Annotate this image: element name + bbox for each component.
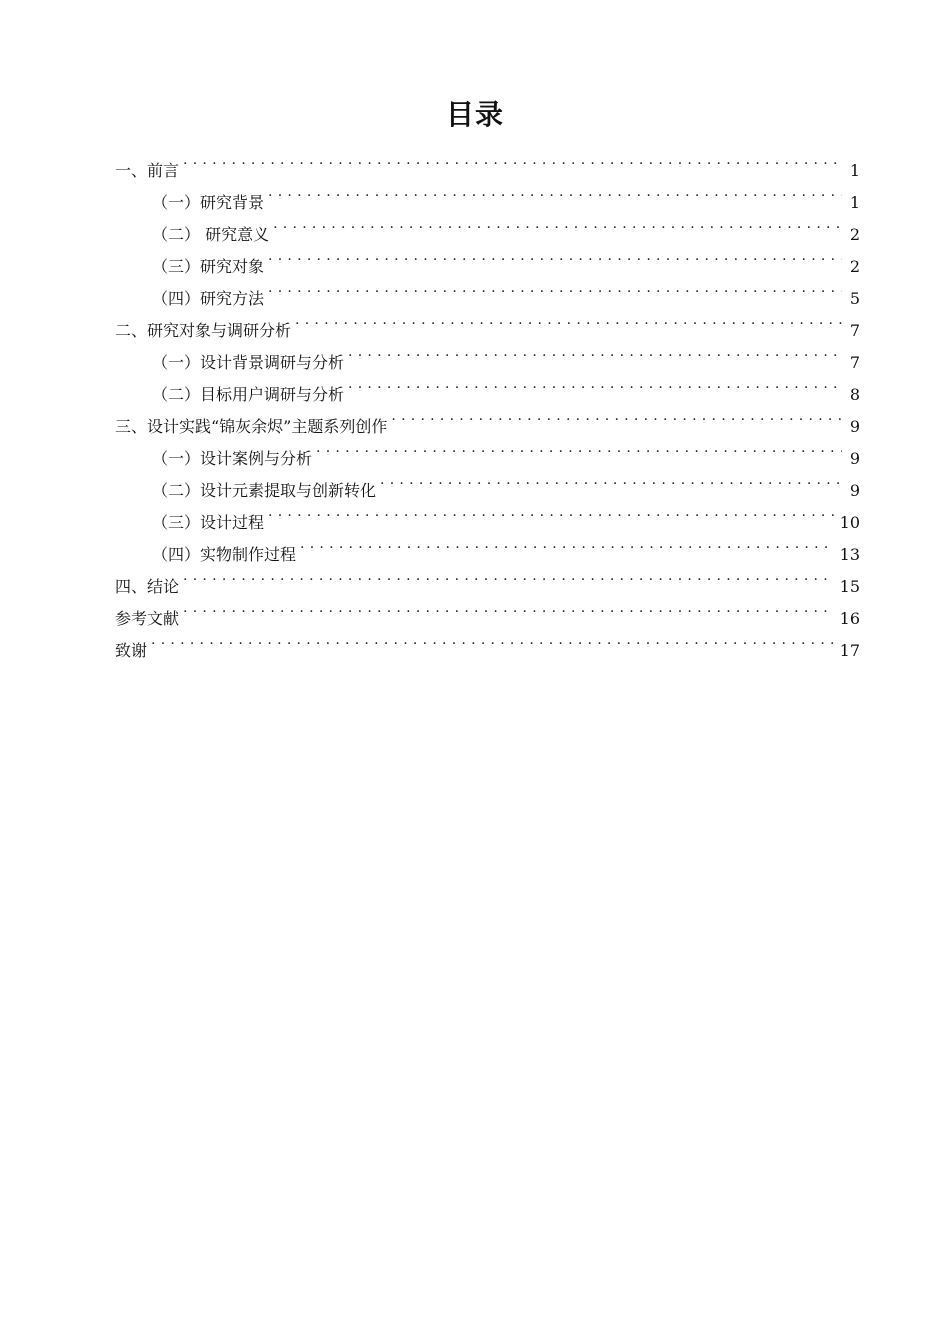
- toc-entry-page-number: 7: [849, 353, 860, 372]
- toc-entry-label: 三、设计实践“锦灰余烬”主题系列创作: [115, 417, 388, 436]
- toc-entry-label: （二）设计元素提取与创新转化: [152, 481, 377, 500]
- toc-entry[interactable]: [115, 176, 860, 212]
- toc-dot-leader: [300, 528, 834, 560]
- toc-entry-page-number: 2: [849, 225, 860, 244]
- toc-dot-leader: [268, 240, 842, 272]
- toc-dot-leader: [380, 464, 842, 496]
- toc-entry-label: 参考文献: [115, 609, 180, 628]
- toc-dot-leader: [391, 400, 842, 432]
- toc-dot-leader: [295, 304, 842, 336]
- toc-list: [115, 144, 860, 660]
- toc-entry-label: （一）设计案例与分析: [152, 449, 313, 468]
- toc-dot-leader: [268, 176, 842, 208]
- toc-entry-page-number: 1: [849, 161, 860, 180]
- toc-entry-page-number: 9: [849, 481, 860, 500]
- toc-entry-label: （三）设计过程: [152, 513, 265, 532]
- toc-entry-label: （二） 研究意义: [152, 225, 270, 244]
- toc-dot-leader: [316, 432, 842, 464]
- toc-entry-label: （四）实物制作过程: [152, 545, 297, 564]
- toc-entry-label: （四）研究方法: [152, 289, 265, 308]
- toc-entry-label: 致谢: [115, 641, 148, 660]
- toc-dot-leader: [183, 560, 834, 592]
- toc-entry-label: 一、前言: [115, 161, 180, 180]
- toc-dot-leader: [273, 208, 842, 240]
- toc-entry-page-number: 10: [839, 513, 860, 532]
- toc-entry-page-number: 9: [849, 417, 860, 436]
- toc-dot-leader: [348, 336, 842, 368]
- toc-entry-page-number: 17: [839, 641, 860, 660]
- toc-entry-label: （一）设计背景调研与分析: [152, 353, 345, 372]
- toc-entry-page-number: 5: [849, 289, 860, 308]
- toc-dot-leader: [151, 624, 834, 656]
- toc-entry-page-number: 7: [849, 321, 860, 340]
- toc-entry-page-number: 8: [849, 385, 860, 404]
- toc-entry[interactable]: [115, 144, 860, 180]
- toc-title: 目录: [445, 98, 504, 131]
- toc-entry-page-number: 2: [849, 257, 860, 276]
- toc-dot-leader: [183, 144, 842, 176]
- toc-entry-page-number: 15: [839, 577, 860, 596]
- toc-entry[interactable]: [115, 592, 860, 628]
- toc-entry-page-number: 9: [849, 449, 860, 468]
- toc-entry-label: （一）研究背景: [152, 193, 265, 212]
- toc-entry-label: 二、研究对象与调研分析: [115, 321, 292, 340]
- toc-dot-leader: [348, 368, 842, 400]
- toc-entry-label: （三）研究对象: [152, 257, 265, 276]
- toc-entry[interactable]: [115, 624, 860, 660]
- toc-dot-leader: [183, 592, 834, 624]
- toc-entry-label: （二）目标用户调研与分析: [152, 385, 345, 404]
- toc-entry-label: 四、结论: [115, 577, 180, 596]
- toc-dot-leader: [268, 496, 834, 528]
- toc-entry-page-number: 16: [839, 609, 860, 628]
- toc-entry-page-number: 13: [839, 545, 860, 564]
- toc-dot-leader: [268, 272, 842, 304]
- toc-entry-page-number: 1: [849, 193, 860, 212]
- toc-entry[interactable]: [115, 560, 860, 596]
